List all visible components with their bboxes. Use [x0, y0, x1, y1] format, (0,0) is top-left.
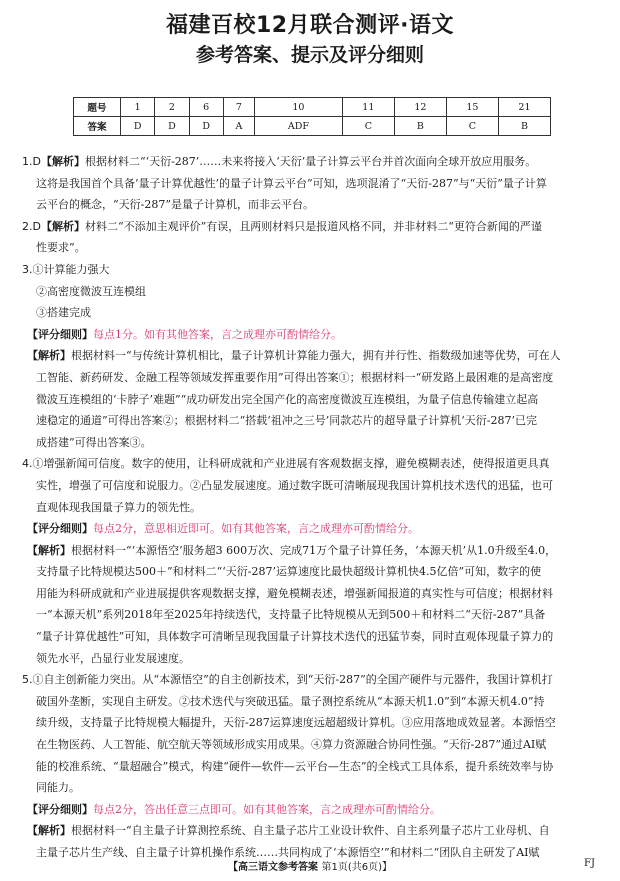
- question-number-cell: 6: [189, 98, 223, 117]
- answer-cell: B: [498, 117, 550, 136]
- q5-answer-line: 同能力。: [36, 781, 80, 795]
- q4-score-line: [22, 518, 602, 540]
- q1-number: 1.D: [22, 155, 41, 168]
- q4-analysis-line: 用能为科研成就和产业进展提供客观数据支撑，避免模糊表述，增强新闻报道的真实性与可信度；根据材料: [36, 586, 553, 600]
- q5-answer-line: 在生物医药、人工智能、航空航天等领域形成实用成果。④算力资源融合协同性强。“天衍-287”通过AI赋: [36, 738, 547, 752]
- answer-cell: C: [342, 117, 394, 136]
- footer-label: 【高三语文参考答案: [227, 862, 318, 873]
- q3-analysis-line: 速稳定的通道”可得出答案②；根据材料二“搭载‘祖冲之三号’同款芯片的超导量子计算机‘天衍-287’已完: [36, 414, 537, 428]
- scoring-tag: 【评分细则】: [27, 522, 93, 536]
- page-footer: [0, 858, 620, 873]
- q4-line: [22, 453, 602, 475]
- q2-line: 性要求”。: [36, 241, 86, 255]
- q4-analysis-line: [22, 540, 602, 562]
- q4-number: 4.: [22, 457, 33, 471]
- q4-analysis-text: 根据材料一“‘本源悟空’服务超3 600万次、完成71万个量子计算任务，‘本源天机’从1.0升级至4.0，: [71, 543, 557, 557]
- question-number-cell: 15: [446, 98, 498, 117]
- q5-analysis-line: 主量子芯片生产线、自主量子计算机操作系统……共同构成了‘本源悟空’”和材料二“团队自主研发了AI赋: [36, 846, 540, 859]
- q3-score-line: [22, 324, 602, 346]
- q5-analysis-text: 根据材料一“自主量子计算测控系统、自主量子芯片工业设计软件、自主系列量子芯片工业母机、自: [71, 824, 550, 838]
- analysis-tag: 【解析】: [27, 543, 71, 557]
- document-subtitle: 参考答案、提示及评分细则: [195, 44, 424, 66]
- q4-answer-line: 实性，增强了可信度和说服力。②凸显发展速度。通过数字既可清晰展现我国计算机技术迭代的迅猛，也可: [36, 478, 553, 492]
- analysis-tag: 【解析】: [40, 219, 85, 233]
- q1-line: [22, 151, 602, 173]
- q3-number: 3.: [22, 262, 33, 276]
- q2-number: 2.D: [22, 219, 41, 233]
- footer-page-number: 第1页(共6页)】: [321, 862, 392, 873]
- analysis-tag: 【解析】: [27, 824, 71, 838]
- q1-line: 这将是我国首个具备‘量子计算优越性’的量子计算云平台”可知，选项混淆了“天衍-287”与“天衍”量子计算: [36, 176, 547, 190]
- answer-cell: D: [189, 117, 223, 136]
- q3-analysis-line: 成搭建”可得出答案③。: [36, 435, 152, 449]
- q3-answer-1: ①计算能力强大: [32, 262, 110, 276]
- question-number-cell: 2: [155, 98, 189, 117]
- question-number-cell: 21: [498, 98, 550, 117]
- q5-answer-line: 续升级，支持量子比特规模大幅提升，天衍-287运算速度远超超级计算机。③应用落地成效显著。本源悟空: [36, 716, 556, 730]
- question-number-cell: 7: [223, 98, 254, 117]
- q5-answer-line: 能的校准系统、“量超融合”模式，构建“硬件—软件—云平台—生态”的全栈式工具体系，提升系统效率与协: [36, 759, 554, 773]
- q4-score-text: 每点2分，意思相近即可。如有其他答案，言之成理亦可酌情给分。: [93, 522, 419, 536]
- question-number-cell: 11: [342, 98, 394, 117]
- q5-answer-text: ①自主创新能力突出。从“本源悟空”的自主创新技术，到“天衍-287”的全国产硬件与元器件，我国计算机打: [32, 673, 553, 687]
- answer-content: [22, 151, 602, 864]
- q4-answer-text: ①增强新闻可信度。数字的使用，让科研成就和产业进展有客观数据支撑，避免模糊表述，使得报道更具真: [32, 457, 550, 471]
- q3-analysis-text: 根据材料一“与传统计算机相比，量子计算机计算能力强大，拥有并行性、指数级加速等优势，可在人: [71, 349, 561, 363]
- answer-cell: D: [121, 117, 155, 136]
- answer-table-number-row: [74, 98, 551, 117]
- answer-table: [73, 97, 551, 136]
- q5-analysis-line: [22, 820, 602, 842]
- q4-analysis-line: “量子计算优越性”可知，具体数字可清晰呈现我国量子计算技术迭代的迅猛节奏，同时直观体现量子算力的: [36, 630, 554, 644]
- q5-number: 5.: [22, 673, 33, 687]
- question-number-cell: 12: [394, 98, 446, 117]
- analysis-tag: 【解析】: [40, 155, 85, 168]
- q5-answer-line: 破国外垄断，实现自主研发。②技术迭代与突破迅猛。量子测控系统从“本源天机1.0”到“本源天机4.0”持: [36, 694, 545, 708]
- q3-answer-2: ②高密度微波互连模组: [36, 284, 146, 298]
- q3-analysis-line: [22, 345, 602, 367]
- q5-score-line: [22, 799, 602, 821]
- scoring-tag: 【评分细则】: [27, 327, 93, 341]
- row-label-answer: 答案: [74, 117, 121, 136]
- answer-cell: ADF: [255, 117, 343, 136]
- answer-cell: D: [155, 117, 189, 136]
- row-label-number: 题号: [74, 98, 121, 117]
- answer-table-answer-row: [74, 117, 551, 136]
- q5-score-text: 每点2分，答出任意三点即可。如有其他答案，言之成理亦可酌情给分。: [93, 802, 441, 816]
- q4-analysis-line: 一“本源天机”系列2018年至2025年持续迭代，支持量子比特规模从无到500＋和材料二“天衍-287”具备: [36, 608, 546, 622]
- q3-analysis-line: 微波互连模组的‘卡脖子’难题”“成功研发出完全国产化的高密度微波互连模组，为量子信息传输建立起高: [36, 392, 539, 406]
- answer-cell: B: [394, 117, 446, 136]
- q1-text: 根据材料二“‘天衍-287’……未来将接入‘天衍’量子计算云平台并首次面向全球开放应用服务。: [84, 155, 537, 168]
- q4-analysis-line: 支持量子比特规模达500＋”和材料二“‘天衍-287’运算速度比最快超级计算机快4.5亿倍”可知，数字的使: [36, 565, 542, 579]
- scoring-tag: 【评分细则】: [27, 802, 93, 816]
- question-number-cell: 10: [255, 98, 343, 117]
- q4-answer-line: 直观体现我国量子算力的领先性。: [36, 500, 201, 514]
- q3-analysis-line: 工智能、新药研发、金融工程等领域发挥重要作用”可得出答案①；根据材料一“研发路上最困难的是高密度: [36, 370, 554, 384]
- analysis-tag: 【解析】: [27, 349, 71, 363]
- q2-line: [22, 216, 602, 238]
- q3-line: [22, 259, 602, 281]
- answer-cell: A: [223, 117, 254, 136]
- document-title: 福建百校12月联合测评·语文: [166, 13, 454, 38]
- q3-score-text: 每点1分。如有其他答案，言之成理亦可酌情给分。: [93, 327, 342, 341]
- q5-line: [22, 669, 602, 691]
- question-number-cell: 1: [121, 98, 155, 117]
- q1-line: 云平台的概念，“天衍-287”是量子计算机，而非云平台。: [36, 198, 314, 212]
- q4-analysis-line: 领先水平，凸显行业发展速度。: [36, 651, 190, 665]
- q3-answer-3: ③搭建完成: [36, 306, 91, 320]
- q2-text: 材料二“不添加主观评价”有误，且两则材料只是报道风格不同，并非材料二“更符合新闻的严谨: [84, 219, 542, 233]
- region-code: FJ: [584, 858, 595, 869]
- answer-cell: C: [446, 117, 498, 136]
